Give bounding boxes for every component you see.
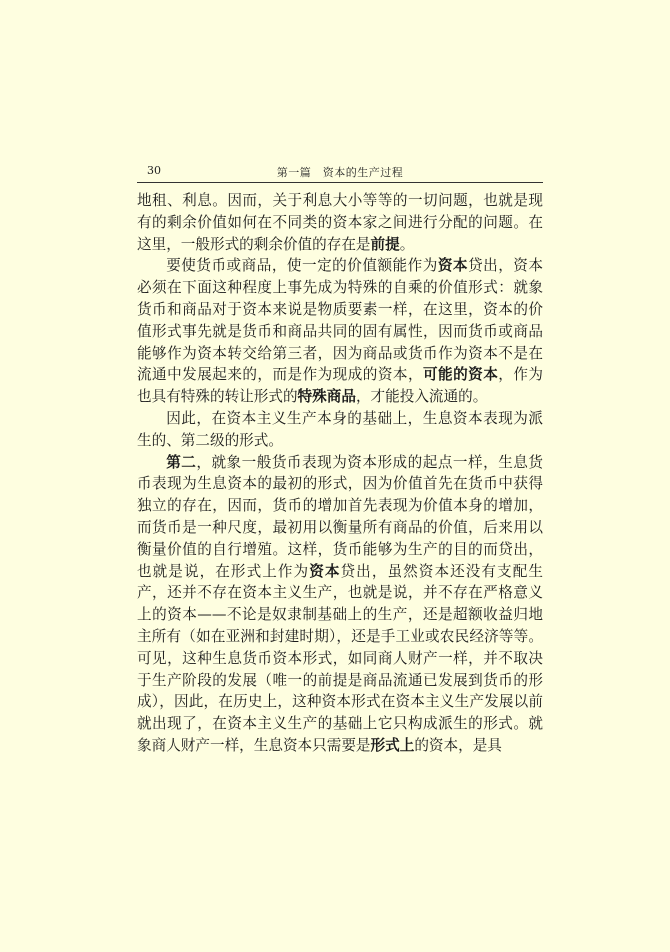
- text-run: ，就象一般货币表现为资本形成的起点一样，生息货币表现为生息资本的最初的形式，因为价值首先在货币中获得独立的存在，因而，货币的增加首先表现为价值本身的增加，而货币是一种尺度，最初用以衡量所有商品的价值，后来用以衡量价值的自行增殖。这样，货币能够为生产的目的而贷出，也就是说，在形式上作为: [137, 453, 543, 580]
- page-header: [137, 160, 543, 183]
- paragraph: [137, 408, 543, 452]
- emphasis-text: 特殊商品: [297, 388, 356, 406]
- text-run: 的资本，是具: [414, 736, 502, 754]
- text-run: 贷出，虽然资本还没有支配生产，还并不存在资本主义生产，也就是说，并不存在严格意义上的资本——不论是奴隶制基础上的生产，还是超额收益归地主所有（如在亚洲和封建时期），还是手工业或农民经济等等。可见，这种生息货币资本形式，如同商人财产一样，并不取决于生产阶段的发展（唯一的前提是商品流通已发展到货币的形成），因此，在历史上，这种资本形式在资本主义生产发展以前就出现了，在资本主义生产的基础上它只构成派生的形式。就象商人财产一样，生息资本只需要是: [137, 562, 543, 754]
- text-run: 因此，在资本主义生产本身的基础上，生息资本表现为派生的、第二级的形式。: [137, 409, 543, 449]
- running-head: 第一篇 资本的生产过程: [276, 166, 404, 179]
- text-run: 要使货币或商品，使一定的价值额能作为: [166, 257, 438, 275]
- text-run: 地租、利息。因而，关于利息大小等等的一切问题，也就是现有的剩余价值如何在不同类的资本家之间进行分配的问题。在这里，一般形式的剩余价值的存在是: [137, 192, 543, 253]
- text-run: 贷出，资本必须在下面这种程度上事先成为特殊的自乘的价值形式：就象货币和商品对于资本来说是物质要素一样，在这里，资本的价值形式事先就是货币和商品共同的固有属性，因而货币或商品能够作为资本转交给第三者，因为商品或货币作为资本不是在流通中发展起来的，而是作为现成的资本，: [137, 257, 543, 384]
- emphasis-text: 可能的资本: [423, 366, 499, 384]
- text-run: ，才能投入流通的。: [355, 388, 488, 406]
- emphasis-text: 前提: [370, 235, 400, 253]
- body-text: [137, 190, 543, 757]
- paragraph: [137, 255, 543, 408]
- emphasis-text: 资本: [437, 257, 469, 275]
- page-number: 30: [147, 164, 161, 177]
- emphasis-text: 第二: [166, 453, 197, 471]
- paragraph: [137, 452, 543, 757]
- text-run: 。: [399, 235, 415, 253]
- paragraph: [137, 190, 543, 255]
- emphasis-text: 资本: [309, 562, 341, 580]
- emphasis-text: 形式上: [370, 736, 415, 754]
- text-run: ，作为也具有特殊的转让形式的: [137, 366, 543, 406]
